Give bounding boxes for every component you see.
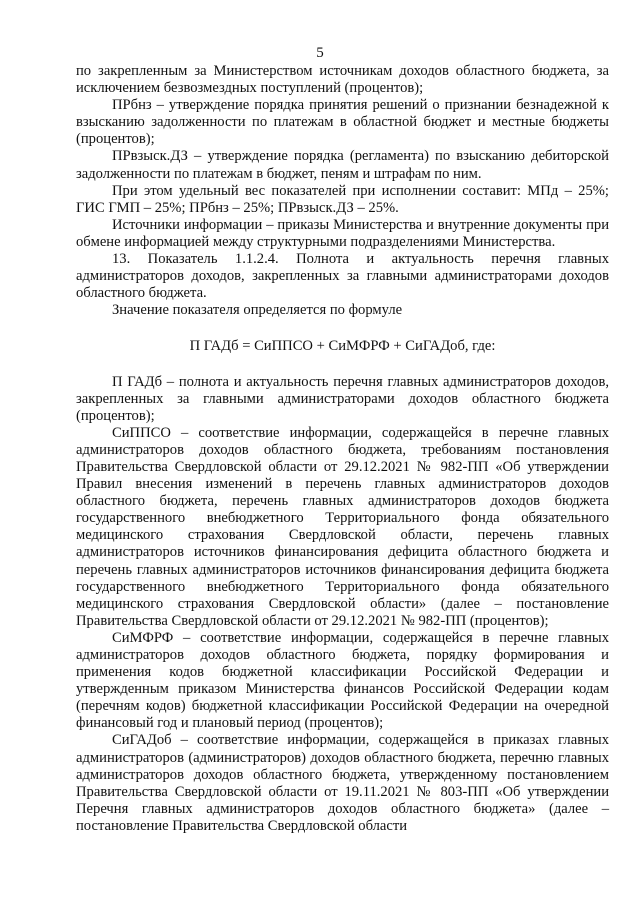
paragraph-prbnz-definition: ПРбнз – утверждение порядка принятия решений о признании безнадежной к взысканию задолженности по платежам в областной бюджет и местные бюджеты (процентов); (76, 97, 609, 148)
paragraph-pgadb-definition: П ГАДб – полнота и актуальность перечня главных администраторов доходов, закрепленных за главными администраторами доходов областного бюджета (процентов); (76, 373, 609, 424)
paragraph-formula-intro: Значение показателя определяется по формуле (112, 302, 403, 319)
paragraph-continuation: по закрепленным за Министерством источникам доходов областного бюджета, за исключением безвозмездных поступлений (процентов); (76, 63, 609, 97)
page-number: 5 (316, 45, 324, 61)
paragraph-simfrf-definition: СиМФРФ – соответствие информации, содержащейся в перечне главных администраторов доходов областного бюджета, порядку формирования и применения кодов бюджетной классификации Российской Федерации и утвержденным приказом Министерства финансов Российской Федерации кодам (перечням кодов) бюджетной классификации Российской Федерации на очередной финансовый год и плановый период (процентов); (76, 629, 609, 732)
paragraph-prvzysk-definition: ПРвзыск.ДЗ – утверждение порядка (регламента) по взысканию дебиторской задолженности по платежам в бюджет, пеням и штрафам по ним. (76, 148, 609, 182)
paragraph-weights: При этом удельный вес показателей при исполнении составит: МПд – 25%; ГИС ГМП – 25%; ПРбнз – 25%; ПРвзыск.ДЗ – 25%. (76, 182, 609, 216)
formula: П ГАДб = СиППСО + СиМФРФ + СиГАДоб, где: (189, 338, 496, 355)
paragraph-information-sources: Источники информации – приказы Министерства и внутренние документы при обмене информацией между структурными подразделениями Министерства. (76, 216, 609, 250)
paragraph-sigadob-definition: СиГАДоб – соответствие информации, содержащейся в приказах главных администраторов (администраторов) доходов областного бюджета, перечню главных администраторов доходов областного бюджета, утвержденному постановлением Правительства Свердловской области от 19.11.2021 № 803-ПП «Об утверждении Перечня главных администраторов доходов областного бюджета» (далее – постановление Правительства Свердловской области (76, 732, 609, 834)
paragraph-sippso-definition: СиППСО – соответствие информации, содержащейся в перечне главных администраторов доходов областного бюджета, требованиям постановления Правительства Свердловской области от 29.12.2021 № 982-ПП «Об утверждении Правил внесения изменений в перечень главных администраторов доходов областного бюджета, перечень главных администраторов доходов бюджета государственного внебюджетного Территориального фонда обязательного медицинского страхования Свердловской области, перечень главных администраторов источников финансирования дефицита областного бюджета и перечень главных администраторов источников финансирования дефицита бюджета государственного внебюджетного Территориального фонда обязательного медицинского страхования Свердловской области» (далее – постановление Правительства Свердловской области от 29.12.2021 № 982-ПП (процентов); (76, 424, 609, 629)
paragraph-indicator-13: 13. Показатель 1.1.2.4. Полнота и актуальность перечня главных администраторов доходов, закрепленных за главными администраторами доходов областного бюджета. (76, 251, 609, 302)
document-body (76, 63, 609, 835)
